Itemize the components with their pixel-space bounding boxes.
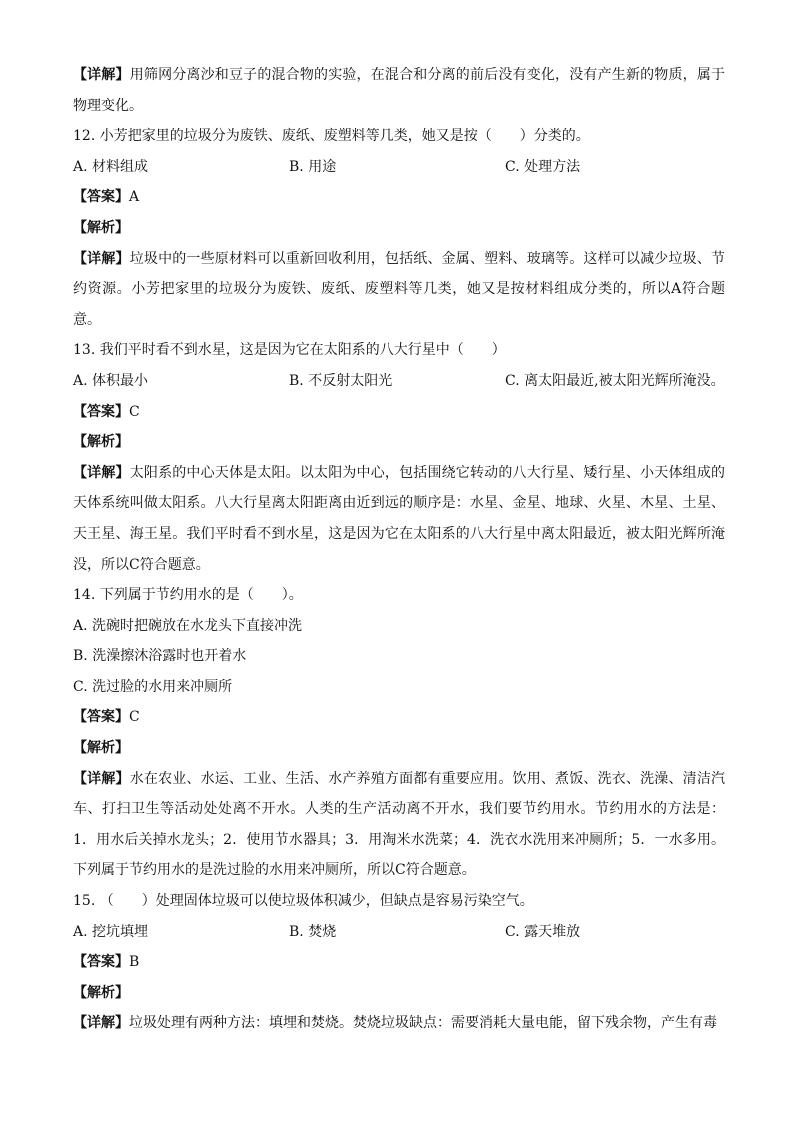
q13-detail xyxy=(73,458,725,580)
q15-answer-value: B xyxy=(129,954,140,971)
detail-label: 【详解】 xyxy=(73,67,130,83)
q13-options xyxy=(73,366,725,397)
analysis-label: 【解析】 xyxy=(73,219,129,236)
q13-answer xyxy=(73,397,725,428)
detail-label: 【详解】 xyxy=(73,1015,129,1032)
q14-answer xyxy=(73,702,725,733)
detail-label: 【详解】 xyxy=(73,250,130,267)
q11-detail xyxy=(73,60,725,121)
q13-option-c: C. 离太阳最近,被太阳光辉所淹没。 xyxy=(505,372,725,389)
q15-option-b: B. 焚烧 xyxy=(289,923,337,940)
q14-detail-text: 水在农业、水运、工业、生活、水产养殖方面都有重要应用。饮用、煮饭、洗衣、洗澡、清洁汽车、打扫卫生等活动处处离不开水。人类的生产活动离不开水，我们要节约用水。节约用水的方法是：1．用水后关掉水龙头；2．使用节水器具；3．用淘米水洗菜；4．洗衣水洗用来冲厕所；5．一水多用。下列属于节约用水的是洗过脸的水用来冲厕所，所以C符合题意。 xyxy=(73,770,726,879)
answer-label: 【答案】 xyxy=(73,403,129,420)
q15-detail-text: 垃圾处理有两种方法：填埋和焚烧。焚烧垃圾缺点：需要消耗大量电能，留下残余物，产生有毒 xyxy=(129,1015,717,1032)
q14-option-a: A. 洗碗时把碗放在水龙头下直接冲洗 xyxy=(73,617,303,634)
q13-analysis-label xyxy=(73,427,725,458)
q15-option-a: A. 挖坑填埋 xyxy=(73,923,149,940)
q12-option-a: A. 材料组成 xyxy=(73,158,149,175)
q14-analysis-label xyxy=(73,733,725,764)
q13-detail-text: 太阳系的中心天体是太阳。以太阳为中心，包括围绕它转动的八大行星、矮行星、小天体组成的天体系统叫做太阳系。八大行星离太阳距离由近到远的顺序是：水星、金星、地球、火星、木星、土星、天王星、海王星。我们平时看不到水星，这是因为它在太阳系的八大行星中离太阳最近，被太阳光辉所淹没，所以C符合题意。 xyxy=(73,464,726,573)
analysis-label: 【解析】 xyxy=(73,740,129,757)
q12-answer-value: A xyxy=(129,189,140,206)
analysis-label: 【解析】 xyxy=(73,434,129,451)
answer-label: 【答案】 xyxy=(73,709,129,726)
detail-label: 【详解】 xyxy=(73,464,130,481)
q15-analysis-label xyxy=(73,978,725,1009)
q12-option-b: B. 用途 xyxy=(289,158,337,175)
q12-option-c: C. 处理方法 xyxy=(505,158,581,175)
q14-option-b: B. 洗澡擦沐浴露时也开着水 xyxy=(73,648,247,665)
q14-answer-value: C xyxy=(129,709,140,726)
q13-option-a: A. 体积最小 xyxy=(73,372,149,389)
q12-detail-text: 垃圾中的一些原材料可以重新回收利用，包括纸、金属、塑料、玻璃等。这样可以减少垃圾、节约资源。小芳把家里的垃圾分为废铁、废纸、废塑料等几类，她又是按材料组成分类的，所以A符合题意。 xyxy=(73,250,726,328)
q13-answer-value: C xyxy=(129,403,140,420)
q15-detail xyxy=(73,1008,725,1039)
q15-answer xyxy=(73,947,725,978)
q14-stem: 14. 下列属于节约用水的是（ ）。 xyxy=(73,587,303,604)
q12-analysis-label xyxy=(73,213,725,244)
q13-option-b: B. 不反射太阳光 xyxy=(289,372,393,389)
q15-stem: 15. （ ）处理固体垃圾可以使垃圾体积减少，但缺点是容易污染空气。 xyxy=(73,893,534,910)
answer-label: 【答案】 xyxy=(73,189,129,206)
detail-label: 【详解】 xyxy=(73,770,130,787)
q14-option-c: C. 洗过脸的水用来冲厕所 xyxy=(73,678,233,695)
q12-detail xyxy=(73,244,725,336)
q12-options xyxy=(73,152,725,183)
q11-detail-text: 用筛网分离沙和豆子的混合物的实验，在混合和分离的前后没有变化，没有产生新的物质，属于物理变化。 xyxy=(73,67,726,114)
q14-detail xyxy=(73,764,725,886)
answer-label: 【答案】 xyxy=(73,954,129,971)
q15-option-c: C. 露天堆放 xyxy=(505,923,581,940)
document-page xyxy=(73,60,725,1039)
analysis-label: 【解析】 xyxy=(73,984,129,1001)
q13-stem: 13. 我们平时看不到水星，这是因为它在太阳系的八大行星中（ ） xyxy=(73,342,506,359)
q12-stem: 12. 小芳把家里的垃圾分为废铁、废纸、废塑料等几类，她又是按（ ）分类的。 xyxy=(73,128,590,145)
q15-options xyxy=(73,917,725,948)
q12-answer xyxy=(73,182,725,213)
